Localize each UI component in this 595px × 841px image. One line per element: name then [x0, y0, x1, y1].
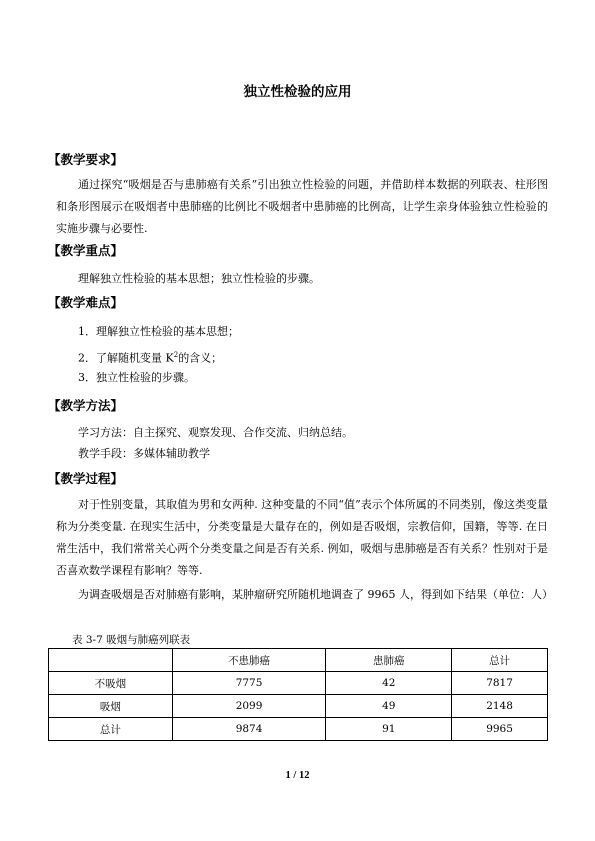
table-cell: 2148: [452, 695, 548, 718]
difficulty-item-2: 2．了解随机变量 $K^2$的含义；: [78, 351, 223, 365]
table-cell: 9965: [452, 718, 548, 741]
table-cell: 不吸烟: [49, 672, 173, 695]
difficulty-item-1: 1．理解独立性检验的基本思想；: [78, 325, 239, 338]
table-header-cell: 总计: [452, 649, 548, 672]
methods-learning: 学习方法：自主探究、观察发现、合作交流、归纳总结。: [78, 426, 353, 439]
heading-key-points: 【教学重点】: [48, 243, 124, 258]
difficulty-item-3: 3．独立性检验的步骤。: [78, 371, 195, 384]
requirements-text: 通过探究“吸烟是否与患肺癌有关系”引出独立性检验的问题，并借助样本数据的列联表、柱形图和条形图展示在吸烟者中患肺癌的比例比不吸烟者中患肺癌的比例高，让学生亲身体验独立性检验的实施步骤与必要性.: [56, 178, 548, 235]
document-title: 独立性检验的应用: [243, 84, 352, 100]
table-header-row: [49, 649, 548, 672]
process-paragraph-1: 对于性别变量，其取值为男和女两种. 这种变量的不同“值”表示个体所属的不同类别，像这类变量称为分类变量. 在现实生活中，分类变量是大量存在的，例如是否吸烟，宗教信仰，国籍，等等. 在日常生活中，我们常常关心两个分类变量之间是否有关系. 例如，吸烟与患肺癌是否有关系？性别对于是否喜欢数学课程有影响？等等.: [56, 498, 548, 577]
table-cell: 49: [326, 695, 452, 718]
table-header-cell: 不患肺癌: [172, 649, 326, 672]
key-points-text: 理解独立性检验的基本思想；独立性检验的步骤。: [78, 272, 320, 285]
heading-process: 【教学过程】: [48, 471, 124, 486]
process-paragraph-2: 为调查吸烟是否对肺癌有影响，某肿瘤研究所随机地调查了 9965 人，得到如下结果（单位：人）: [78, 588, 553, 601]
table-row: [49, 695, 548, 718]
table-row: [49, 672, 548, 695]
table-cell: 91: [326, 718, 452, 741]
heading-methods: 【教学方法】: [48, 398, 124, 413]
table-cell: 总计: [49, 718, 173, 741]
heading-difficulties: 【教学难点】: [48, 295, 124, 310]
table-header-cell: [49, 649, 173, 672]
page-number: 1 / 12: [285, 770, 310, 781]
table-row: [49, 718, 548, 741]
table-cell: 吸烟: [49, 695, 173, 718]
table-cell: 42: [326, 672, 452, 695]
table-header-cell: 患肺癌: [326, 649, 452, 672]
heading-requirements: 【教学要求】: [48, 152, 124, 167]
table-cell: 7817: [452, 672, 548, 695]
table-cell: 9874: [172, 718, 326, 741]
contingency-table: [48, 648, 548, 741]
table-cell: 2099: [172, 695, 326, 718]
table-caption: 表 3-7 吸烟与肺癌列联表: [72, 634, 191, 646]
methods-means: 教学手段：多媒体辅助教学: [78, 447, 210, 460]
table-cell: 7775: [172, 672, 326, 695]
